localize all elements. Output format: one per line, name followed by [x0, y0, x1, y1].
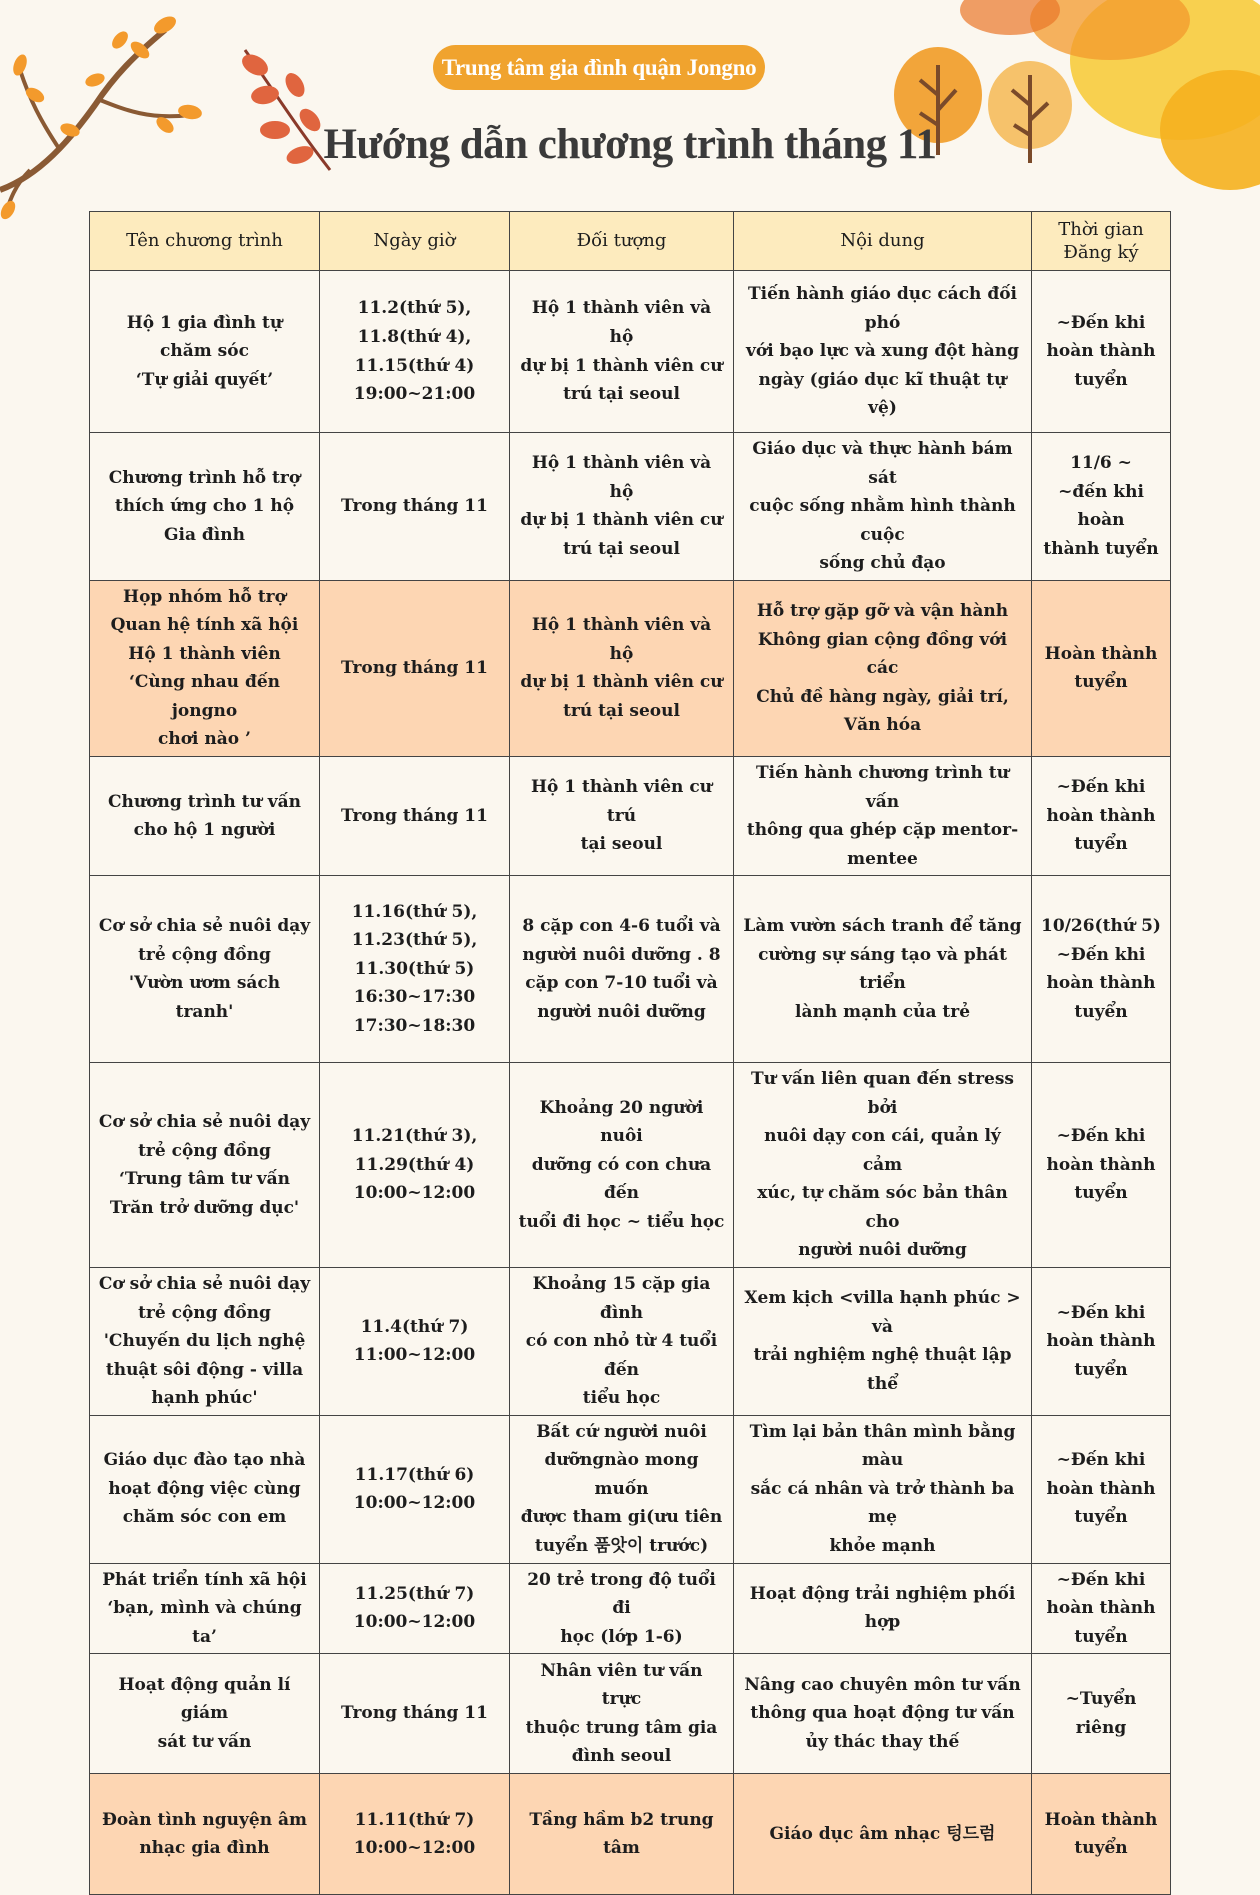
cell-target: Hộ 1 thành viên cư trú tại seoul: [510, 757, 734, 876]
table-body: [90, 271, 1171, 1895]
cell-registration: 10/26(thứ 5) ~Đến khi hoàn thành tuyển: [1032, 876, 1171, 1063]
cell-program-name: Phát triển tính xã hội ‘bạn, mình và chúng ta’: [90, 1563, 320, 1654]
header-registration-period: Thời gian Đăng ký: [1032, 212, 1171, 271]
cell-date-time: Trong tháng 11: [320, 580, 510, 756]
cell-content: Giáo dục âm nhạc 텅드럼: [734, 1774, 1032, 1895]
cell-registration: ~Đến khi hoàn thành tuyển: [1032, 1415, 1171, 1563]
cell-date-time: Trong tháng 11: [320, 1654, 510, 1774]
table-row: [90, 1654, 1171, 1774]
cell-program-name: Chương trình tư vấn cho hộ 1 người: [90, 757, 320, 876]
cell-date-time: 11.25(thứ 7) 10:00~12:00: [320, 1563, 510, 1654]
cell-registration: ~Đến khi hoàn thành tuyển: [1032, 271, 1171, 433]
table-row: [90, 433, 1171, 581]
cell-content: Tiến hành giáo dục cách đối phó với bạo lực và xung đột hàng ngày (giáo dục kĩ thuật tự vệ): [734, 271, 1032, 433]
cell-target: Hộ 1 thành viên và hộ dự bị 1 thành viên cư trú tại seoul: [510, 271, 734, 433]
table-row: [90, 580, 1171, 756]
cell-registration: ~Đến khi hoàn thành tuyển: [1032, 757, 1171, 876]
cell-target: Khoảng 20 người nuôi dưỡng có con chưa đến tuổi đi học ~ tiểu học: [510, 1063, 734, 1268]
yellow-foliage-illustration: [950, 0, 1260, 190]
cell-date-time: 11.17(thứ 6) 10:00~12:00: [320, 1415, 510, 1563]
cell-content: Hoạt động trải nghiệm phối hợp: [734, 1563, 1032, 1654]
cell-program-name: Hoạt động quản lí giám sát tư vấn: [90, 1654, 320, 1774]
cell-target: Bất cứ người nuôi dưỡngnào mong muốn được tham gi(ưu tiên tuyển 품앗이 trước): [510, 1415, 734, 1563]
table-row: [90, 1563, 1171, 1654]
table-header-row: [90, 212, 1171, 271]
cell-date-time: Trong tháng 11: [320, 757, 510, 876]
cell-content: Tư vấn liên quan đến stress bởi nuôi dạy con cái, quản lý cảm xúc, tự chăm sóc bản thân cho người nuôi dưỡng: [734, 1063, 1032, 1268]
header-date-time: Ngày giờ: [320, 212, 510, 271]
page-title: Hướng dẫn chương trình tháng 11: [323, 121, 937, 168]
cell-content: Nâng cao chuyên môn tư vấn thông qua hoạt động tư vấn ủy thác thay thế: [734, 1654, 1032, 1774]
cell-content: Làm vườn sách tranh để tăng cường sự sáng tạo và phát triển lành mạnh của trẻ: [734, 876, 1032, 1063]
center-name-badge: Trung tâm gia đình quận Jongno: [433, 45, 765, 90]
table-row: [90, 1774, 1171, 1895]
table-row: [90, 1063, 1171, 1268]
cell-program-name: Cơ sở chia sẻ nuôi dạy trẻ cộng đồng 'Vườn ươm sách tranh': [90, 876, 320, 1063]
table-row: [90, 1415, 1171, 1563]
cell-registration: 11/6 ~ ~đến khi hoàn thành tuyển: [1032, 433, 1171, 581]
cell-content: Tiến hành chương trình tư vấn thông qua ghép cặp mentor- mentee: [734, 757, 1032, 876]
cell-registration: ~Đến khi hoàn thành tuyển: [1032, 1268, 1171, 1416]
cell-program-name: Đoàn tình nguyện âm nhạc gia đình: [90, 1774, 320, 1895]
cell-registration: Hoàn thành tuyển: [1032, 580, 1171, 756]
cell-registration: ~Đến khi hoàn thành tuyển: [1032, 1563, 1171, 1654]
cell-program-name: Họp nhóm hỗ trợ Quan hệ tính xã hội Hộ 1 thành viên ‘Cùng nhau đến jongno chơi nào ’: [90, 580, 320, 756]
cell-program-name: Hộ 1 gia đình tự chăm sóc ‘Tự giải quyết’: [90, 271, 320, 433]
cell-registration: ~Tuyển riêng: [1032, 1654, 1171, 1774]
cell-content: Xem kịch <villa hạnh phúc > và trải nghiệm nghệ thuật lập thể: [734, 1268, 1032, 1416]
cell-target: 8 cặp con 4-6 tuổi và người nuôi dưỡng . 8 cặp con 7-10 tuổi và người nuôi dưỡng: [510, 876, 734, 1063]
cell-date-time: 11.21(thứ 3), 11.29(thứ 4) 10:00~12:00: [320, 1063, 510, 1268]
cell-registration: Hoàn thành tuyển: [1032, 1774, 1171, 1895]
cell-date-time: Trong tháng 11: [320, 433, 510, 581]
cell-program-name: Cơ sở chia sẻ nuôi dạy trẻ cộng đồng ‘Trung tâm tư vấn Trăn trở dưỡng dục': [90, 1063, 320, 1268]
cell-target: Nhân viên tư vấn trực thuộc trung tâm gia đình seoul: [510, 1654, 734, 1774]
program-table: [89, 211, 1171, 1895]
cell-program-name: Giáo dục đào tạo nhà hoạt động việc cùng chăm sóc con em: [90, 1415, 320, 1563]
cell-target: Hộ 1 thành viên và hộ dự bị 1 thành viên cư trú tại seoul: [510, 580, 734, 756]
cell-target: Tầng hầm b2 trung tâm: [510, 1774, 734, 1895]
header-target: Đối tượng: [510, 212, 734, 271]
table-row: [90, 757, 1171, 876]
cell-program-name: Chương trình hỗ trợ thích ứng cho 1 hộ Gia đình: [90, 433, 320, 581]
cell-target: 20 trẻ trong độ tuổi đi học (lớp 1-6): [510, 1563, 734, 1654]
cell-content: Hỗ trợ gặp gỡ và vận hành Không gian cộng đồng với các Chủ đề hàng ngày, giải trí, Văn hóa: [734, 580, 1032, 756]
cell-content: Tìm lại bản thân mình bằng màu sắc cá nhân và trở thành ba mẹ khỏe mạnh: [734, 1415, 1032, 1563]
cell-target: Khoảng 15 cặp gia đình có con nhỏ từ 4 tuổi đến tiểu học: [510, 1268, 734, 1416]
header-program-name: Tên chương trình: [90, 212, 320, 271]
table-row: [90, 271, 1171, 433]
table-row: [90, 876, 1171, 1063]
cell-date-time: 11.2(thứ 5), 11.8(thứ 4), 11.15(thứ 4) 19:00~21:00: [320, 271, 510, 433]
cell-program-name: Cơ sở chia sẻ nuôi dạy trẻ cộng đồng 'Chuyến du lịch nghệ thuật sôi động - villa hạnh phúc': [90, 1268, 320, 1416]
header-content: Nội dung: [734, 212, 1032, 271]
autumn-branch-illustration: [0, 0, 220, 230]
table-row: [90, 1268, 1171, 1416]
cell-date-time: 11.16(thứ 5), 11.23(thứ 5), 11.30(thứ 5) 16:30~17:30 17:30~18:30: [320, 876, 510, 1063]
cell-registration: ~Đến khi hoàn thành tuyển: [1032, 1063, 1171, 1268]
cell-date-time: 11.4(thứ 7) 11:00~12:00: [320, 1268, 510, 1416]
cell-target: Hộ 1 thành viên và hộ dự bị 1 thành viên cư trú tại seoul: [510, 433, 734, 581]
cell-date-time: 11.11(thứ 7) 10:00~12:00: [320, 1774, 510, 1895]
cell-content: Giáo dục và thực hành bám sát cuộc sống nhằm hình thành cuộc sống chủ đạo: [734, 433, 1032, 581]
